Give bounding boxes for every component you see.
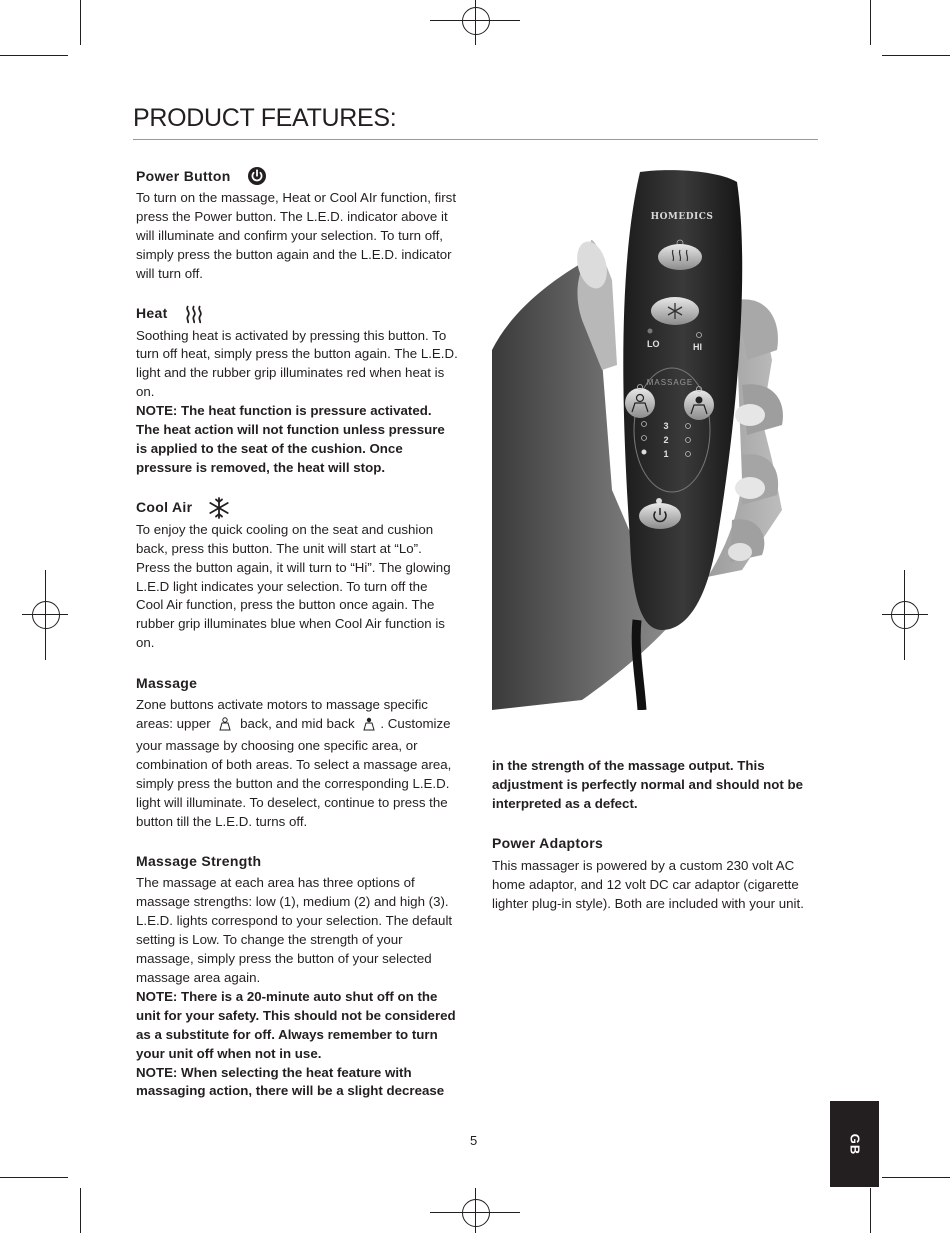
- section-heading: Massage Strength: [136, 853, 262, 870]
- power-icon: [247, 166, 267, 186]
- crop-mark: [80, 1188, 81, 1233]
- crop-mark: [0, 1177, 68, 1178]
- section-body: To enjoy the quick cooling on the seat and cushion back, press this button. The unit will start at “Lo”. Press the button again, it will turn to “Hi”. The glowing L.E.D light indicates your selection. To turn off the Cool Air function, press the button once again. The rubber grip illuminates blue when Cool Air function is on.: [136, 521, 451, 651]
- power-button-section: [136, 166, 458, 284]
- crop-mark: [0, 55, 68, 56]
- snowflake-icon: [208, 497, 230, 519]
- right-column: [492, 757, 822, 933]
- section-heading: Power Adaptors: [492, 835, 604, 852]
- section-body: Zone buttons activate motors to massage specific areas: upper back, and mid back . Customize your massage by choosing one specific area, or combination of both areas. To select a massage area, simply press the button and the corresponding L.E.D. light will illuminate. To deselect, continue to press the button till the L.E.D. turns off.: [136, 697, 452, 829]
- heat-waves-icon: [184, 304, 204, 324]
- mid-back-icon: [362, 717, 376, 737]
- cool-air-section: [136, 498, 458, 653]
- section-heading: Cool Air: [136, 499, 193, 516]
- power-adaptors-section: [492, 834, 822, 914]
- level-label: 2: [663, 435, 669, 445]
- section-heading: Heat: [136, 305, 168, 322]
- upper-back-icon: [218, 717, 232, 737]
- page-number: 5: [470, 1133, 478, 1148]
- page-title: PRODUCT FEATURES:: [133, 104, 397, 132]
- remote-brand: HOMEDICS: [650, 212, 714, 222]
- lo-label: LO: [647, 339, 660, 349]
- section-note: NOTE: There is a 20-minute auto shut off on the unit for your safety. This should not be considered as a substitute for off. Always remember to turn your unit off when not in use.: [136, 988, 456, 1061]
- crop-mark: [80, 0, 81, 45]
- massage-section: [136, 673, 458, 831]
- section-heading: Massage: [136, 674, 198, 691]
- section-body: This massager is powered by a custom 230 volt AC home adaptor, and 12 volt DC car adaptor (cigarette lighter plug-in style). Both are included with your unit.: [492, 857, 804, 911]
- section-body: Soothing heat is activated by pressing this button. To turn off heat, simply press the button again. The L.E.D. light and the rubber grip illuminates red when heat is on.: [136, 327, 458, 400]
- left-column: [136, 166, 458, 1121]
- section-note: NOTE: The heat function is pressure activated. The heat action will not function unless pressure is applied to the seat of the cushion. Once pressure is removed, the heat will stop.: [136, 403, 445, 475]
- crop-mark: [882, 55, 950, 56]
- remote-control-photo: [492, 160, 792, 710]
- section-note: NOTE: When selecting the heat feature with massaging action, there will be a slight decrease: [136, 1064, 445, 1099]
- crop-mark: [882, 1177, 950, 1178]
- hi-label: HI: [693, 342, 702, 352]
- crop-mark: [870, 1188, 871, 1233]
- section-body: The massage at each area has three options of massage strengths: low (1), medium (2) and high (3). L.E.D. lights correspond to your selection. The default setting is Low. To change the strength of your massage, simply press the button of your selected massage area again.: [136, 875, 453, 985]
- crop-mark: [870, 0, 871, 45]
- heat-section: [136, 304, 458, 478]
- massage-strength-section: [136, 851, 458, 1101]
- continued-note: in the strength of the massage output. This adjustment is perfectly normal and should not be interpreted as a defect.: [492, 758, 804, 811]
- language-tab: GB: [830, 1101, 879, 1187]
- section-body: To turn on the massage, Heat or Cool AIr function, first press the Power button. The L.E.D. indicator above it will illuminate and confirm your selection. To turn off, simply press the button again and the L.E.D. indicator will turn off.: [136, 190, 457, 281]
- level-label: 1: [663, 449, 669, 459]
- section-heading: Power Button: [136, 167, 231, 184]
- title-divider: [133, 139, 818, 140]
- massage-label: MASSAGE: [646, 378, 694, 387]
- level-label: 3: [663, 421, 669, 431]
